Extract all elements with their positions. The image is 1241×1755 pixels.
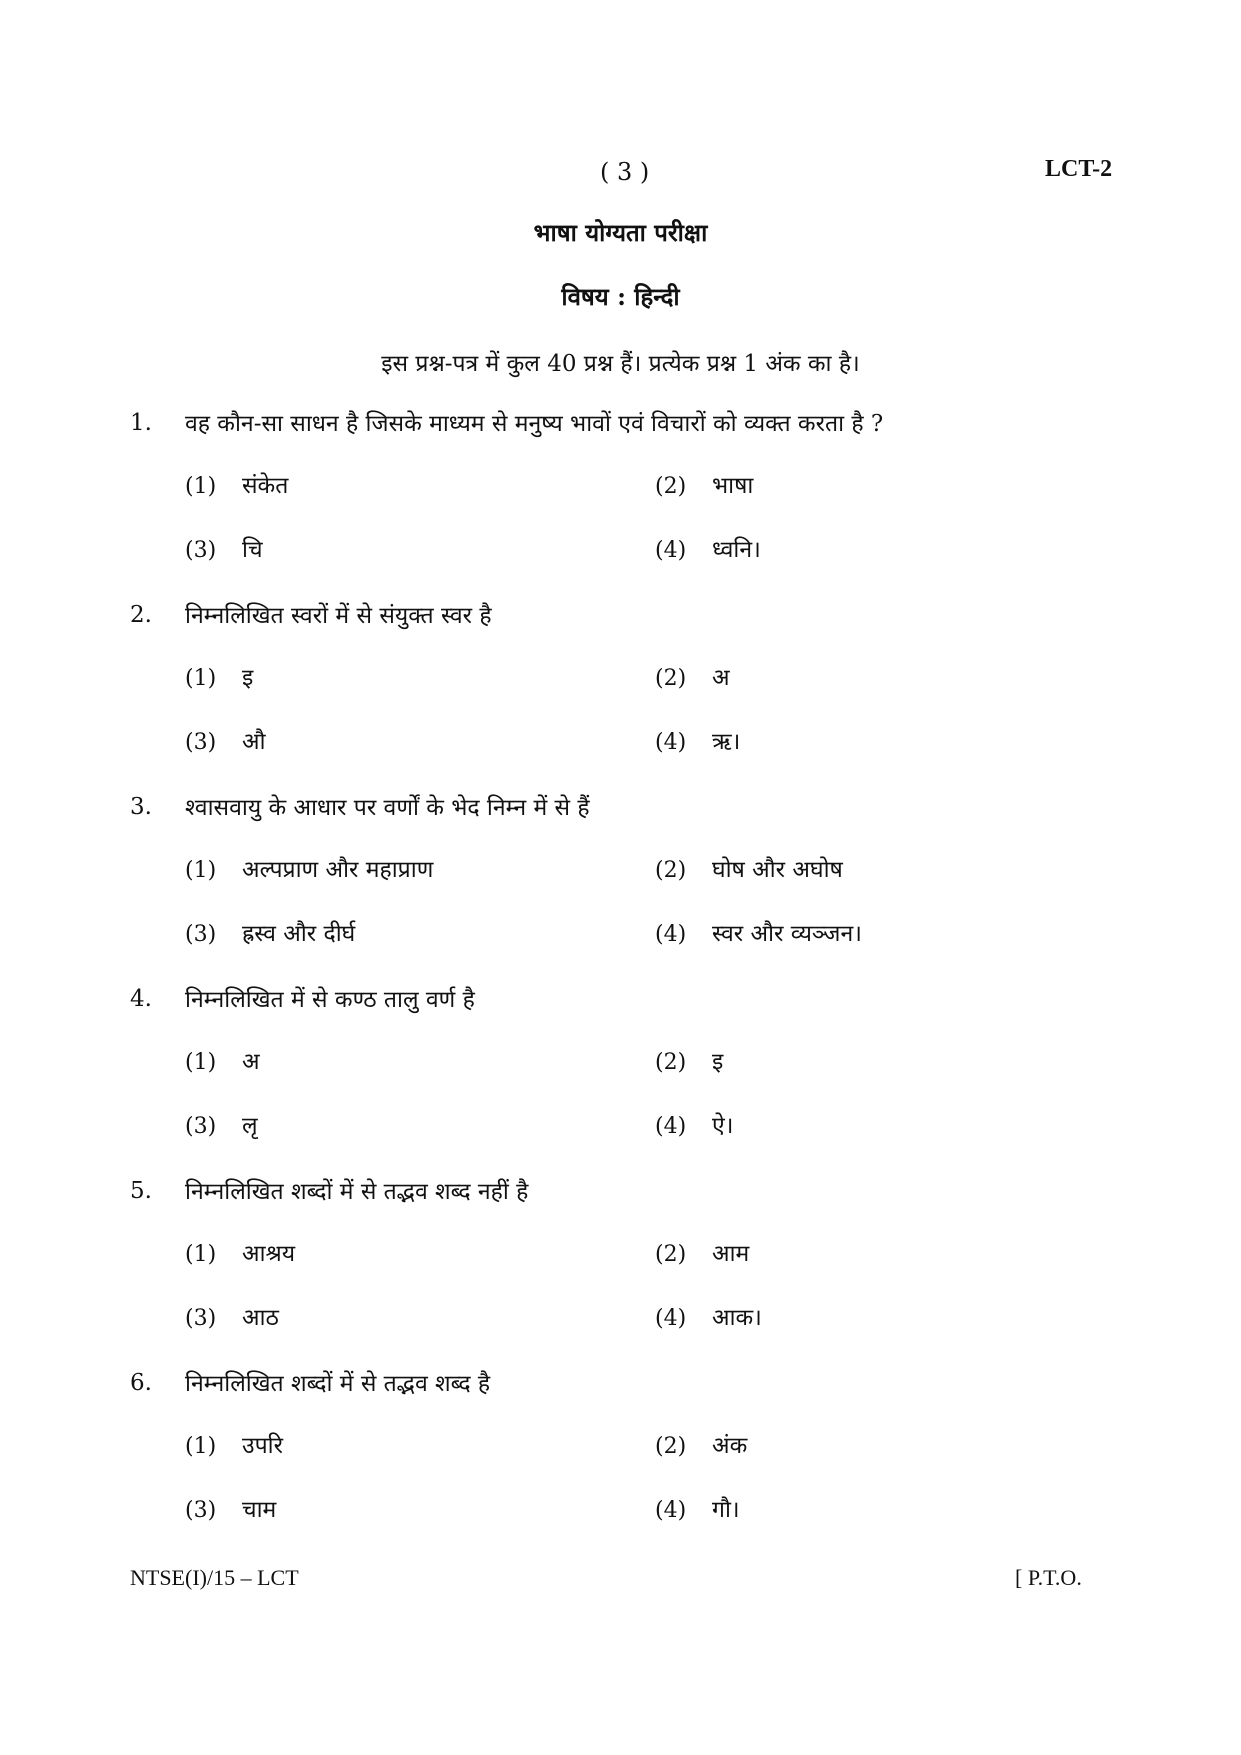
option-number: (1)	[185, 666, 217, 691]
question-number: 3.	[130, 794, 152, 820]
option-number: (3)	[185, 1306, 217, 1331]
option-text: ह्रस्व और दीर्घ	[242, 921, 356, 947]
option-number: (4)	[655, 730, 687, 755]
option-text: औ	[242, 729, 266, 755]
question-number: 5.	[130, 1178, 152, 1204]
option-number: (3)	[185, 730, 217, 755]
option-text: आठ	[242, 1305, 279, 1331]
option-number: (4)	[655, 1306, 687, 1331]
question-text: श्वासवायु के आधार पर वर्णों के भेद निम्न में से हैं	[185, 795, 590, 821]
option-text: भाषा	[712, 473, 754, 499]
option-text: इ	[242, 665, 254, 691]
option-text: अ	[242, 1049, 260, 1075]
question-text: निम्नलिखित स्वरों में से संयुक्त स्वर है	[185, 603, 492, 629]
paper-code: LCT-2	[1045, 156, 1113, 182]
option-text: आश्रय	[242, 1241, 296, 1267]
option-text: ऋ।	[712, 729, 741, 755]
question-text: निम्नलिखित शब्दों में से तद्भव शब्द नहीं है	[185, 1179, 529, 1205]
option-number: (3)	[185, 1114, 217, 1139]
option-number: (4)	[655, 922, 687, 947]
question-text: निम्नलिखित शब्दों में से तद्भव शब्द है	[185, 1371, 491, 1397]
option-number: (1)	[185, 1242, 217, 1267]
option-number: (4)	[655, 538, 687, 563]
option-text: संकेत	[242, 473, 289, 499]
option-number: (4)	[655, 1498, 687, 1523]
exam-title: भाषा योग्यता परीक्षा	[533, 218, 708, 247]
option-text: ऐ।	[712, 1113, 734, 1139]
option-text: उपरि	[242, 1433, 284, 1459]
option-number: (2)	[655, 474, 687, 499]
option-number: (3)	[185, 922, 217, 947]
question-number: 6.	[130, 1370, 152, 1396]
option-number: (2)	[655, 666, 687, 691]
option-text: अ	[712, 665, 730, 691]
option-text: ध्वनि।	[712, 537, 761, 563]
question-text: वह कौन-सा साधन है जिसके माध्यम से मनुष्य भावों एवं विचारों को व्यक्त करता है ?	[185, 411, 884, 437]
option-text: स्वर और व्यञ्जन।	[712, 921, 862, 947]
option-number: (3)	[185, 1498, 217, 1523]
question-text: निम्नलिखित में से कण्ठ तालु वर्ण है	[185, 987, 475, 1013]
option-text: अल्पप्राण और महाप्राण	[242, 857, 434, 883]
option-number: (1)	[185, 474, 217, 499]
question-number: 4.	[130, 986, 152, 1012]
option-text: लृ	[242, 1113, 258, 1139]
option-number: (2)	[655, 1050, 687, 1075]
option-number: (4)	[655, 1114, 687, 1139]
option-number: (2)	[655, 1434, 687, 1459]
option-text: चाम	[242, 1497, 277, 1523]
footer-code: NTSE(I)/15 – LCT	[130, 1565, 299, 1590]
question-number: 1.	[130, 410, 152, 436]
option-number: (2)	[655, 858, 687, 883]
option-text: अंक	[712, 1433, 748, 1459]
option-number: (1)	[185, 1050, 217, 1075]
footer-pto: [ P.T.O.	[1015, 1565, 1082, 1590]
option-number: (1)	[185, 1434, 217, 1459]
option-text: चि	[242, 537, 263, 563]
option-text: इ	[712, 1049, 724, 1075]
option-text: आम	[712, 1241, 750, 1267]
option-number: (1)	[185, 858, 217, 883]
question-number: 2.	[130, 602, 152, 628]
subject-heading: विषय : हिन्दी	[561, 282, 680, 311]
option-text: घोष और अघोष	[712, 857, 843, 883]
option-number: (2)	[655, 1242, 687, 1267]
option-number: (3)	[185, 538, 217, 563]
instructions: इस प्रश्न-पत्र में कुल 40 प्रश्न हैं। प्रत्येक प्रश्न 1 अंक का है।	[381, 351, 860, 377]
page-number: ( 3 )	[600, 158, 650, 186]
option-text: आक।	[712, 1305, 762, 1331]
option-text: गौ।	[712, 1497, 740, 1523]
